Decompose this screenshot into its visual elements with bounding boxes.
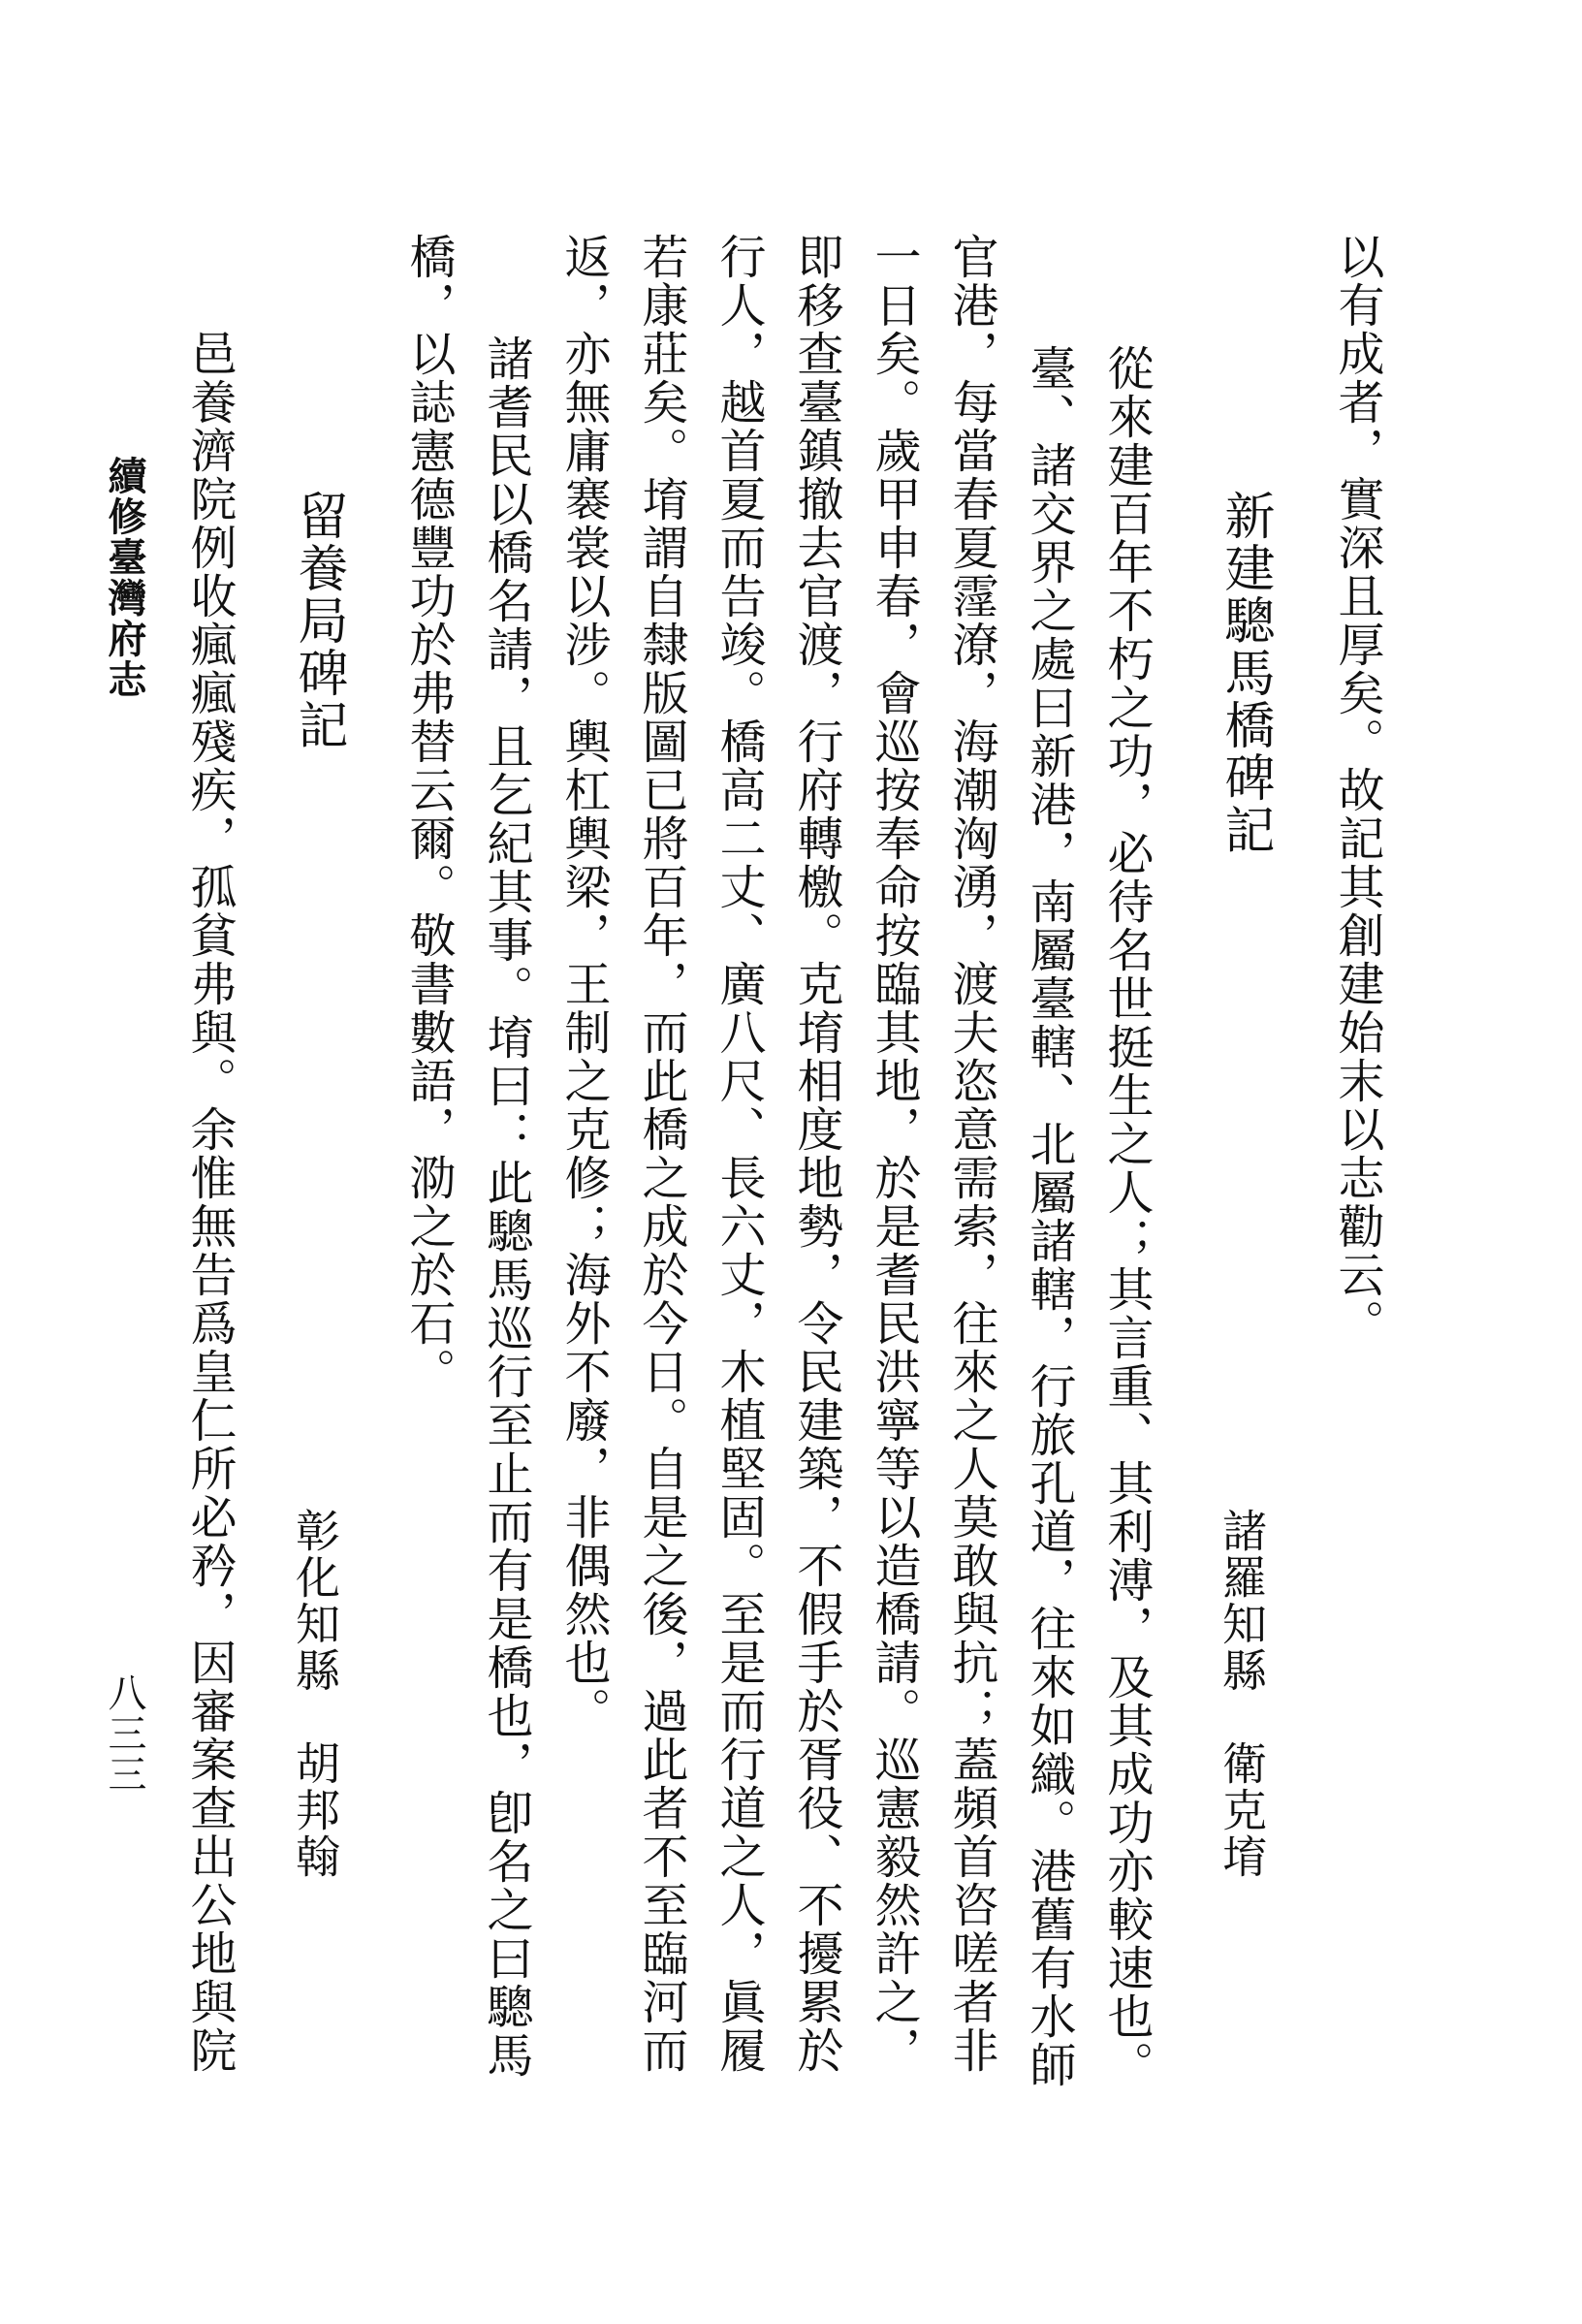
text-column-1: 以有成者，實深且厚矣。故記其創建始末以志勸云。 [1330, 233, 1384, 1348]
text-column-4: 從來建百年不朽之功，必待名世挺生之人；其言重、其利溥，及其成功亦較速也。 [1099, 344, 1154, 2089]
text-column-13: 橋，以誌憲德豐功於弗替云爾。敬書數語，泐之於石。 [401, 233, 456, 1396]
text-column-5: 臺、諸交界之處曰新港，南屬臺轄、北屬諸轄，行旅孔道，往來如織。港舊有水師 [1022, 344, 1076, 2089]
text-column-7: 一日矣。歲甲申春，會巡按奉命按臨其地，於是耆民洪寧等以造橋請。巡憲毅然許之， [867, 233, 921, 2075]
text-column-12: 諸耆民以橋名請，且乞紀其事。堉曰：此驄馬巡行至止而有是橋也，卽名之曰驄馬 [479, 334, 533, 2080]
text-column-16: 邑養濟院例收瘋瘋殘疾，孤貧弗與。余惟無告爲皇仁所必矜，因審案查出公地與院 [182, 330, 237, 2075]
text-column-10: 若康莊矣。堉謂自隸版圖已將百年，而此橋之成於今日。自是之後，過此者不至臨河而 [634, 233, 688, 2075]
text-column-11: 返，亦無庸褰裳以涉。輿杠輿梁，王制之克修；海外不廢，非偶然也。 [556, 233, 611, 1735]
page-number: 八三三 [102, 1672, 146, 1795]
book-title: 續修臺灣府志 [102, 456, 147, 700]
author-line-1: 諸羅知縣 衛克堉 [1216, 1508, 1268, 1880]
text-column-8: 即移查臺鎮撤去官渡，行府轉檄。克堉相度地勢，令民建築，不假手於胥役、不擾累於 [789, 233, 843, 2075]
article-title-1: 新建驄馬橋碑記 [1216, 490, 1274, 856]
article-title-2: 留養局碑記 [289, 490, 347, 751]
text-column-9: 行人，越首夏而告竣。橋高二丈、廣八尺、長六丈，木植堅固。至是而行道之人，眞履 [712, 233, 766, 2075]
author-line-2: 彰化知縣 胡邦翰 [289, 1508, 341, 1880]
text-column-6: 官港，每當春夏霪潦，海潮洶湧，渡夫恣意需索，往來之人莫敢與抗；蓋頻首咨嗟者非 [944, 233, 998, 2075]
